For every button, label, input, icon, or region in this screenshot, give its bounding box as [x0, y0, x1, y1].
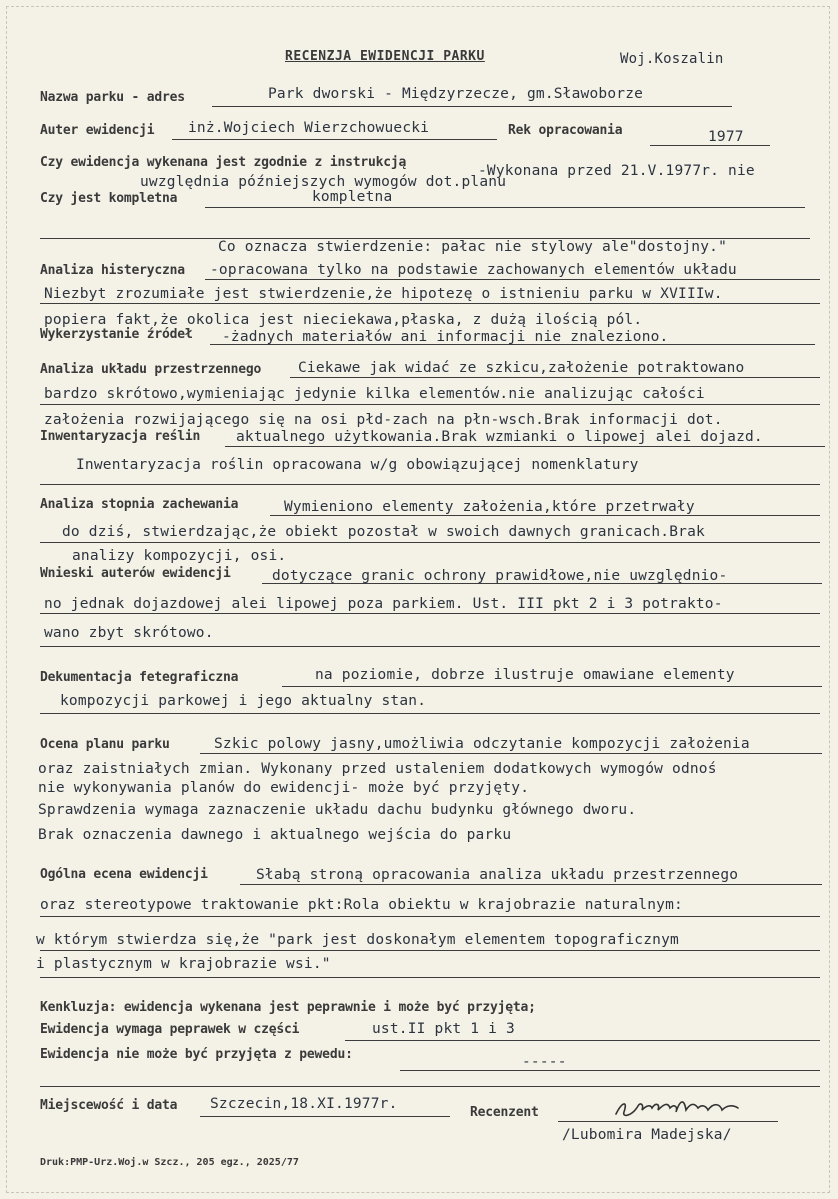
preservation-value-2: do dziś, stwierdzając,że obiekt pozostał w swoich dawnych granicach.Brak	[62, 524, 705, 540]
underline	[282, 686, 822, 687]
preservation-label: Analiza stopnia zachewania	[40, 497, 239, 512]
underline	[345, 1040, 820, 1041]
underline	[400, 1070, 820, 1071]
photo-doc-label: Dekumentacja fetegraficzna	[40, 670, 239, 685]
underline	[40, 950, 820, 951]
rejection-value: -----	[522, 1054, 567, 1070]
general-assessment-value-1: Słabą stroną opracowania analiza układu przestrzennego	[256, 867, 739, 883]
preservation-value-3: analizy kompozycji, osi.	[72, 548, 287, 564]
plants-label: Inwentaryzacja reślin	[40, 429, 201, 444]
underline	[205, 279, 820, 280]
underline	[40, 977, 820, 978]
reviewer-name: /Lubomira Madejska/	[562, 1127, 732, 1143]
underline	[40, 303, 820, 304]
underline	[40, 613, 820, 614]
conclusions-label: Wnieski auterów ewidencji	[40, 566, 231, 581]
print-note: Druk:PMP-Urz.Woj.w Szcz., 205 egz., 2025/77	[40, 1157, 299, 1168]
park-name-value: Park dworski - Międzyrzecze, gm.Sławoborze	[268, 86, 644, 102]
photo-doc-value-2: kompozycji parkowej i jego aktualny stan.	[60, 693, 427, 709]
underline	[225, 446, 825, 447]
underline	[172, 139, 497, 140]
photo-doc-value-1: na poziomie, dobrze ilustruje omawiane elementy	[315, 667, 735, 683]
plants-value-1: aktualnego użytkowania.Brak wzmianki o lipowej alei dojazd.	[236, 429, 763, 445]
underline	[210, 344, 815, 345]
underline	[40, 916, 820, 917]
historical-value-3: popiera fakt,że okolica jest nieciekawa,płaska, z dużą ilością pól.	[44, 312, 643, 328]
plan-assessment-value-1: Szkic polowy jasny,umożliwia odczytanie kompozycji założenia	[214, 736, 750, 752]
underline	[240, 884, 822, 885]
underline	[205, 207, 805, 208]
place-date-label: Miejscewość i data	[40, 1098, 178, 1113]
completeness-label: Czy jest kompletna	[40, 191, 178, 206]
place-date-value: Szczecin,18.XI.1977r.	[210, 1096, 398, 1112]
sources-label: Wykerzystanie źródeł	[40, 327, 193, 342]
spatial-value-2: bardzo skrótowo,wymieniając jedynie kilka elementów.nie analizując całości	[44, 386, 705, 402]
author-value: inż.Wojciech Wierzchowuecki	[188, 120, 430, 136]
general-assessment-value-3: w którym stwierdza się,że "park jest doskonałym elementem topograficznym	[36, 932, 679, 948]
preservation-value-1: Wymieniono elementy założenia,które przetrwały	[284, 499, 695, 515]
plan-assessment-value-3: nie wykonywania planów do ewidencji- może być przyjęty.	[38, 780, 530, 796]
historical-pre-note: Co oznacza stwierdzenie: pałac nie stylowy ale"dostojny."	[218, 239, 727, 255]
author-label: Auter ewidencji	[40, 123, 155, 138]
underline	[262, 583, 822, 584]
underline	[40, 646, 820, 647]
plants-value-2: Inwentaryzacja roślin opracowana w/g obowiązującej nomenklatury	[76, 457, 639, 473]
amendments-value: ust.II pkt 1 i 3	[372, 1021, 515, 1037]
general-assessment-value-2: oraz stereotypowe traktowanie pkt:Rola obiektu w krajobrazie naturalnym:	[40, 897, 683, 913]
underline	[40, 542, 820, 543]
underline	[40, 1086, 820, 1087]
year-value: 1977	[708, 129, 744, 145]
conclusions-value-1: dotyczące granic ochrony prawidłowe,nie uwzględnio-	[272, 568, 728, 584]
underline	[270, 515, 820, 516]
underline	[650, 145, 770, 146]
voivodeship: Woj.Koszalin	[620, 51, 724, 67]
historical-value-2: Niezbyt zrozumiałe jest stwierdzenie,że hipotezę o istnieniu parku w XVIIIw.	[44, 286, 723, 302]
underline	[200, 753, 822, 754]
rejection-label: Ewidencja nie może być przyjęta z pewedu:	[40, 1047, 353, 1062]
form-title: RECENZJA EWIDENCJI PARKU	[285, 49, 485, 64]
sources-value: -żadnych materiałów ani informacji nie znaleziono.	[222, 329, 669, 345]
plan-assessment-value-5: Brak oznaczenia dawnego i aktualnego wejścia do parku	[38, 827, 512, 843]
plan-assessment-value-2: oraz zaistniałych zmian. Wykonany przed ustaleniem dodatkowych wymogów odnoś	[38, 761, 717, 777]
underline	[200, 1116, 450, 1117]
spatial-value-1: Ciekawe jak widać ze szkicu,założenie potraktowano	[298, 360, 745, 376]
historical-label: Analiza histeryczna	[40, 263, 185, 278]
underline	[212, 106, 732, 107]
spatial-value-3: założenia rozwijającego się na osi płd-zach na płn-wsch.Brak informacji dot.	[44, 412, 723, 428]
park-name-label: Nazwa parku - adres	[40, 90, 185, 105]
conformity-value-2: uwzględnia późniejszych wymogów dot.planu	[140, 174, 507, 190]
general-assessment-label: Ogólna ecena ewidencji	[40, 867, 208, 882]
general-assessment-value-4: i plastycznym w krajobrazie wsi."	[36, 956, 331, 972]
conformity-label: Czy ewidencja wykenana jest zgodnie z instrukcją	[40, 155, 407, 170]
year-label: Rek opracowania	[508, 123, 623, 138]
completeness-value: kompletna	[312, 189, 393, 205]
conformity-value-1: -Wykonana przed 21.V.1977r. nie	[478, 163, 755, 179]
reviewer-signature	[610, 1092, 745, 1128]
underline	[40, 484, 820, 485]
spatial-label: Analiza układu przestrzennego	[40, 362, 262, 377]
underline	[40, 404, 820, 405]
underline	[290, 377, 820, 378]
plan-assessment-value-4: Sprawdzenia wymaga zaznaczenie układu dachu budynku głównego dworu.	[38, 802, 637, 818]
conclusions-value-2: no jednak dojazdowej alei lipowej poza parkiem. Ust. III pkt 2 i 3 potrakto-	[44, 596, 723, 612]
conclusions-value-3: wano zbyt skrótowo.	[44, 625, 214, 641]
conclusion-statement: Kenkluzja: ewidencja wykenana jest peprawnie i może być przyjęta;	[40, 1000, 536, 1015]
historical-value-1: -opracowana tylko na podstawie zachowanych elementów układu	[210, 262, 737, 278]
reviewer-label: Recenzent	[470, 1105, 539, 1120]
plan-assessment-label: Ocena planu parku	[40, 737, 170, 752]
underline	[40, 713, 820, 714]
amendments-label: Ewidencja wymaga peprawek w części	[40, 1022, 300, 1037]
